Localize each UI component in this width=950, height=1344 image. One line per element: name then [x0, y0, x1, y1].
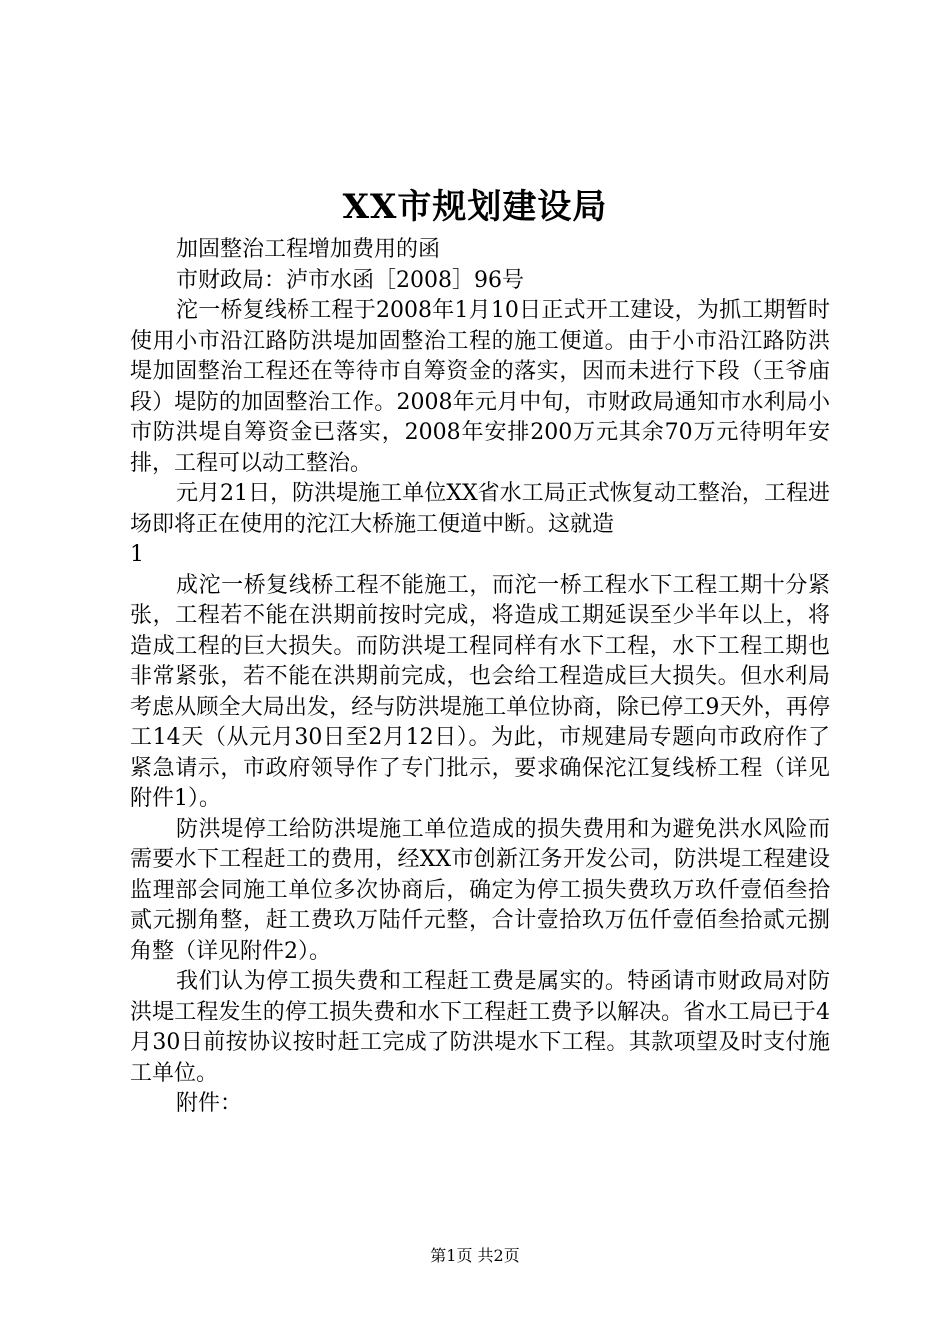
paragraph-costs: 防洪堤停工给防洪堤施工单位造成的损失费用和为避免洪水风险而需要水下工程赶工的费用，经XX市创新江务开发公司，防洪堤工程建设监理部会同施工单位多次协商后，确定为停工损失费玖万玖仟壹佰叁拾贰元捌角整，赶工费玖万陆仟元整，合计壹拾玖万伍仟壹佰叁拾贰元捌角整（详见附件2）。	[130, 816, 830, 964]
document-body	[130, 235, 830, 1120]
paragraph-background: 沱一桥复线桥工程于2008年1月10日正式开工建设，为抓工期暂时使用小市沿江路防洪堤加固整治工程的施工便道。由于小市沿江路防洪堤加固整治工程还在等待市自筹资金的落实，因而未进行下段（王爷庙段）堤防的加固整治工作。2008年元月中旬，市财政局通知市水利局小市防洪堤自筹资金已落实，2008年安排200万元其余70万元待明年安排，工程可以动工整治。	[130, 298, 830, 476]
paragraph-recipient: 市财政局：泸市水函［2008］96号	[176, 267, 524, 293]
page-footer: 第1页 共2页	[430, 1246, 520, 1265]
paragraph-subject: 加固整治工程增加费用的函	[176, 237, 441, 262]
paragraph-resumption: 元月21日，防洪堤施工单位XX省水工局正式恢复动工整治，工程进场即将正在使用的沱江大桥施工便道中断。这就造	[130, 481, 830, 537]
paragraph-impact: 成沱一桥复线桥工程不能施工，而沱一桥工程水下工程工期十分紧张，工程若不能在洪期前按时完成，将造成工期延误至少半年以上，将造成工程的巨大损失。而防洪堤工程同样有水下工程，水下工程工期也非常紧张，若不能在洪期前完成，也会给工程造成巨大损失。但水利局考虑从顾全大局出发，经与防洪堤施工单位协商，除已停工9天外，再停工14天（从元月30日至2月12日）。为此，市规建局专题向市政府作了紧急请示，市政府领导作了专门批示，要求确保沱江复线桥工程（详见附件1）。	[130, 572, 830, 811]
inline-page-number: 1	[130, 542, 144, 567]
paragraph-attachments: 附件：	[176, 1091, 243, 1116]
paragraph-request: 我们认为停工损失费和工程赶工费是属实的。特函请市财政局对防洪堤工程发生的停工损失费和水下工程赶工费予以解决。省水工局已于4月30日前按协议按时赶工完成了防洪堤水下工程。其款项望及时支付施工单位。	[130, 969, 830, 1086]
document-title: XX市规划建设局	[342, 187, 608, 227]
